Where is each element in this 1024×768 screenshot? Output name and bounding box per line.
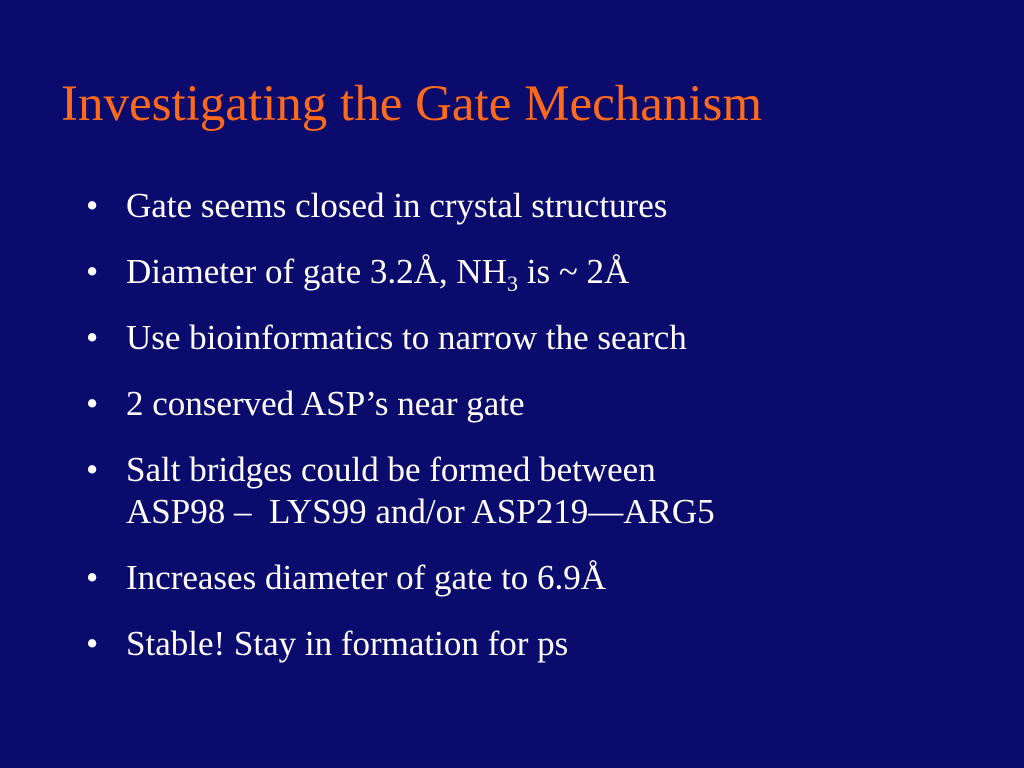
bullet-item-bioinformatics	[86, 317, 986, 359]
bullet-dot-icon: •	[86, 558, 99, 597]
bullet-dot-icon: •	[86, 384, 99, 423]
bullet-text-line-2: ASP98 – LYS99 and/or ASP219—ARG5	[126, 492, 715, 531]
bullet-text: Stable! Stay in formation for ps	[126, 624, 569, 663]
bullet-text: 2 conserved ASP’s near gate	[126, 384, 525, 423]
bullet-dot-icon: •	[86, 624, 99, 663]
bullet-item-stable	[86, 623, 986, 665]
bullet-item-conserved-asp	[86, 383, 986, 425]
bullet-dot-icon: •	[86, 450, 99, 489]
bullet-text-after-subscript: is ~ 2Å	[517, 252, 630, 291]
bullet-item-increase-diameter	[86, 557, 986, 599]
bullet-dot-icon: •	[86, 186, 99, 225]
bullet-dot-icon: •	[86, 252, 99, 291]
bullet-text: Increases diameter of gate to 6.9Å	[126, 558, 607, 597]
bullet-dot-icon: •	[86, 318, 99, 357]
slide-title: Investigating the Gate Mechanism	[61, 76, 763, 132]
bullet-list	[86, 185, 986, 689]
bullet-text: Use bioinformatics to narrow the search	[126, 318, 687, 357]
bullet-text	[126, 449, 986, 533]
bullet-item-diameter	[86, 251, 986, 296]
bullet-item-gate-closed	[86, 185, 986, 227]
bullet-text-before-subscript: Diameter of gate 3.2Å, NH	[126, 252, 507, 291]
bullet-text: Gate seems closed in crystal structures	[126, 186, 668, 225]
bullet-text	[126, 251, 986, 296]
subscript-text: 3	[506, 271, 518, 296]
bullet-item-salt-bridges	[86, 449, 986, 533]
bullet-text-line-1: Salt bridges could be formed between	[126, 450, 656, 489]
